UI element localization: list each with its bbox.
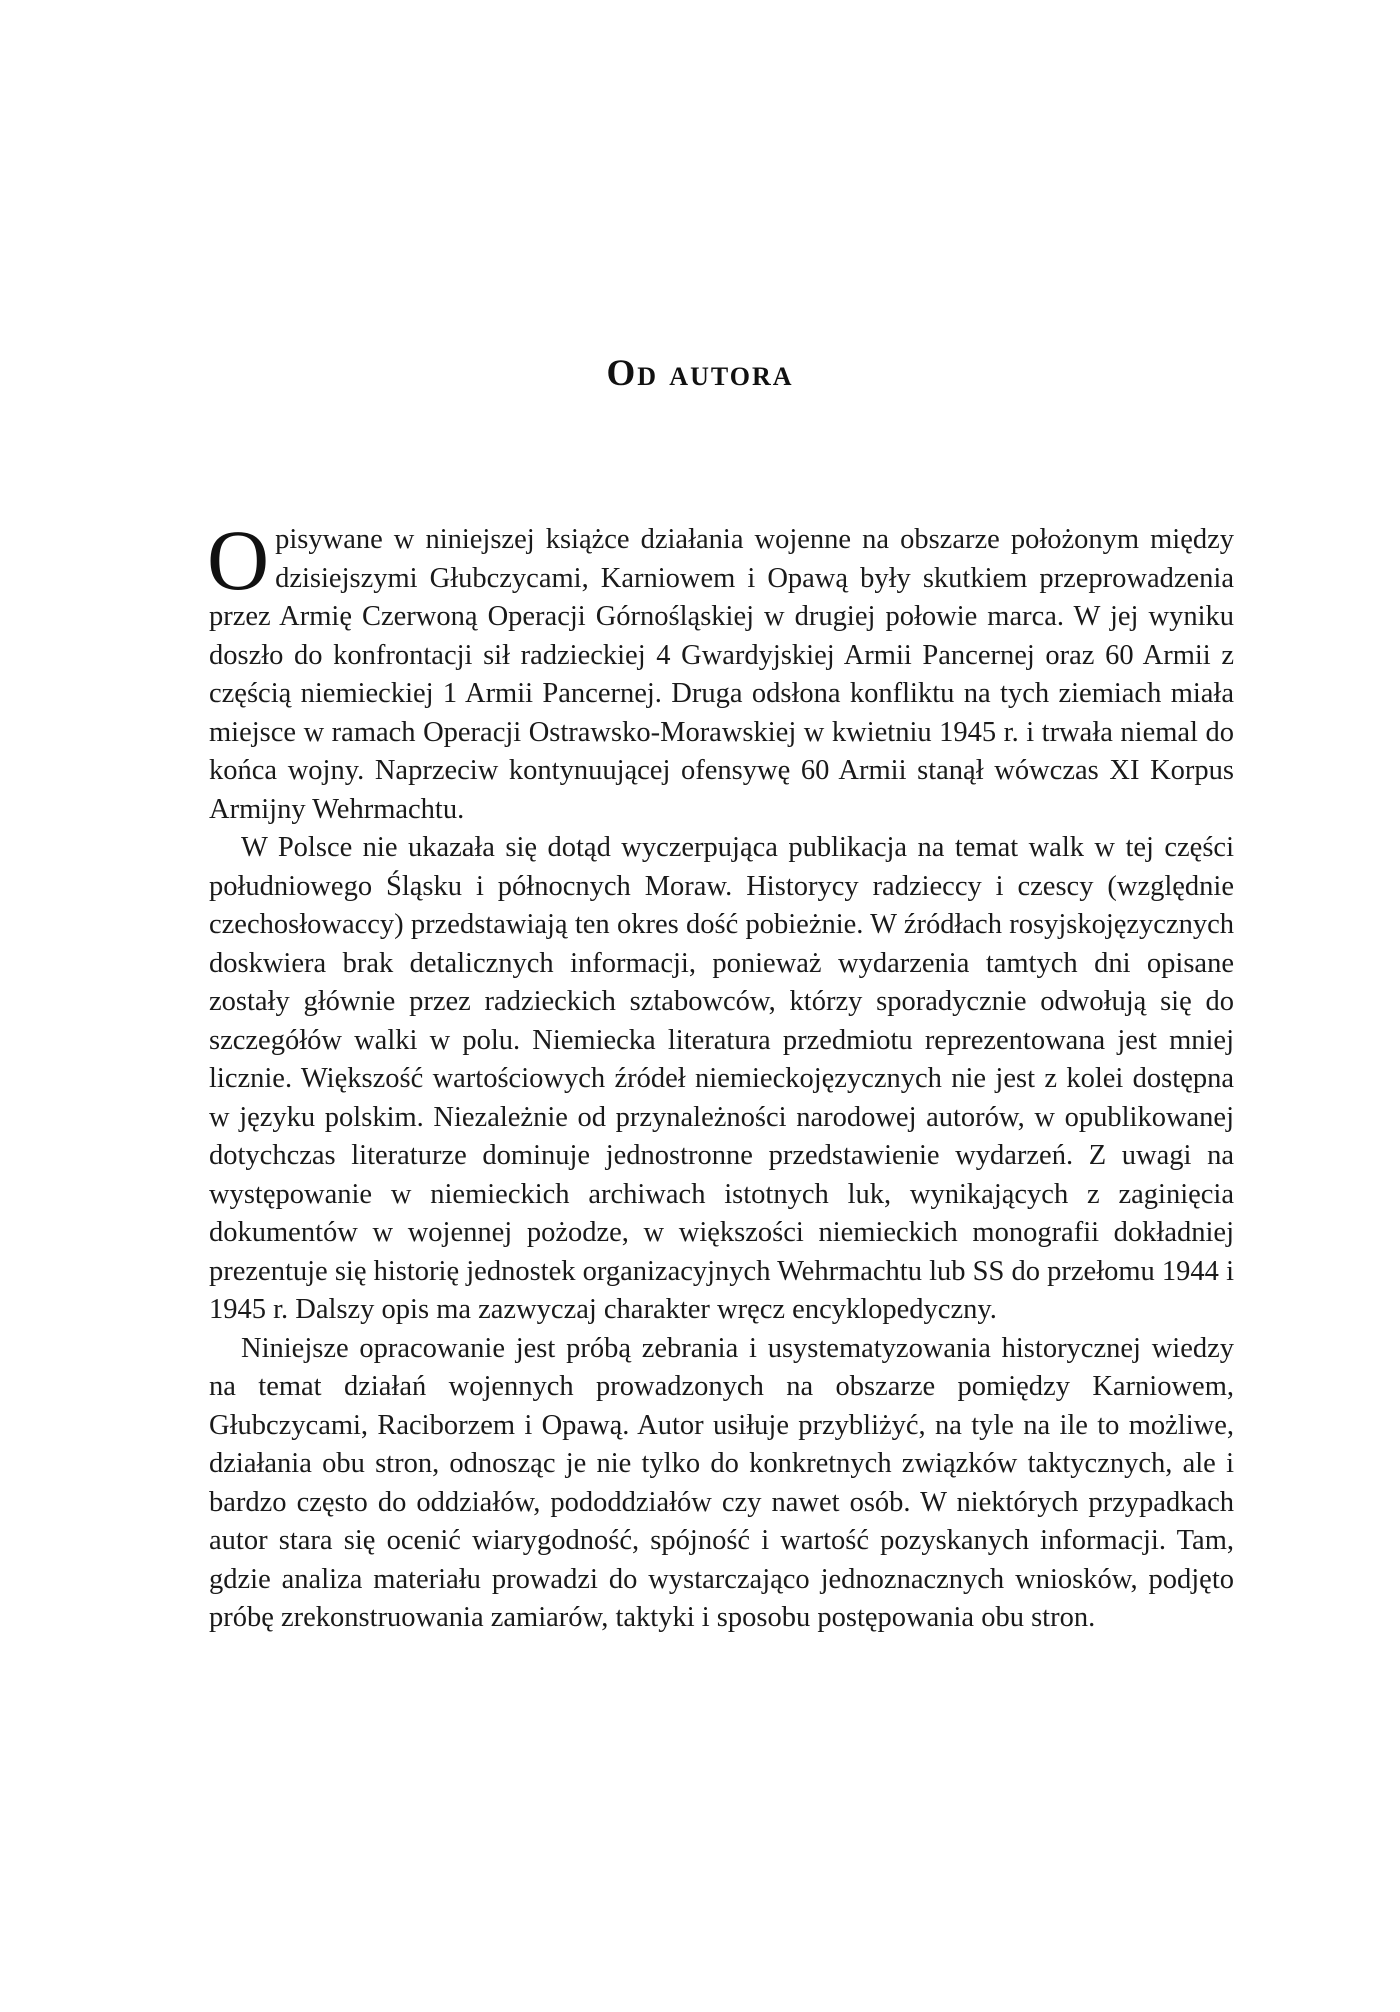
drop-cap: O [207, 512, 270, 608]
paragraph-2: W Polsce nie ukazała się dotąd wyczerpująca publikacja na temat walk w tej części południowego Śląsku i północnych Moraw. Historycy radzieccy i czescy (względnie czechosłowaccy) przedstawiają ten okres dość pobieżnie. W źródłach rosyjskojęzycznych doskwiera brak detalicznych informacji, ponieważ wydarzenia tamtych dni opisane zostały głównie przez radzieckich sztabowców, którzy sporadycznie odwołują się do szczegółów walki w polu. Niemiecka literatura przedmiotu reprezentowana jest mniej licznie. Większość wartościowych źródeł niemieckojęzycznych nie jest z kolei dostępna w języku polskim. Niezależnie od przynależności narodowej autorów, w opublikowanej dotychczas literaturze dominuje jednostronne przedstawienie wydarzeń. Z uwagi na występowanie w niemieckich archiwach istotnych luk, wynikających z zaginięcia dokumentów w wojennej pożodze, w większości niemieckich monografii dokładniej prezentuje się historię jednostek organizacyjnych Wehrmachtu lub SS do przełomu 1944 i 1945 r. Dalszy opis ma zazwyczaj charakter wręcz encyklopedyczny. [209, 832, 1234, 1325]
body-text [207, 512, 1234, 1638]
paragraph-3: Niniejsze opracowanie jest próbą zebrania i usystematyzowania historycznej wiedzy na temat działań wojennych prowadzonych na obszarze pomiędzy Karniowem, Głubczycami, Raciborzem i Opawą. Autor usiłuje przybliżyć, na tyle na ile to możliwe, działania obu stron, odnosząc je nie tylko do konkretnych związków taktycznych, ale i bardzo często do oddziałów, pododdziałów czy nawet osób. W niektórych przypadkach autor stara się ocenić wiarygodność, spójność i wartość pozyskanych informacji. Tam, gdzie analiza materiału prowadzi do wystarczająco jednoznacznych wniosków, podjęto próbę zrekonstruowania zamiarów, taktyki i sposobu postępowania obu stron. [209, 1332, 1234, 1633]
paragraph-1 [207, 512, 1234, 829]
paragraph-1-text: pisywane w niniejszej książce działania wojenne na obszarze położonym między dzisiejszymi Głubczycami, Karniowem i Opawą były skutkiem przeprowadzenia przez Armię Czerwoną Operacji Górnośląskiej w drugiej połowie marca. W jej wyniku doszło do konfrontacji sił radzieckiej 4 Gwardyjskiej Armii Pancernej oraz 60 Armii z częścią niemieckiej 1 Armii Pancernej. Druga odsłona konfliktu na tych ziemiach miała miejsce w ramach Operacji Ostrawsko-Morawskiej w kwietniu 1945 r. i trwała niemal do końca wojny. Naprzeciw kontynuującej ofensywę 60 Armii stanął wówczas XI Korpus Armijny Wehrmachtu. [209, 524, 1234, 825]
chapter-title: Od autora [606, 353, 794, 394]
